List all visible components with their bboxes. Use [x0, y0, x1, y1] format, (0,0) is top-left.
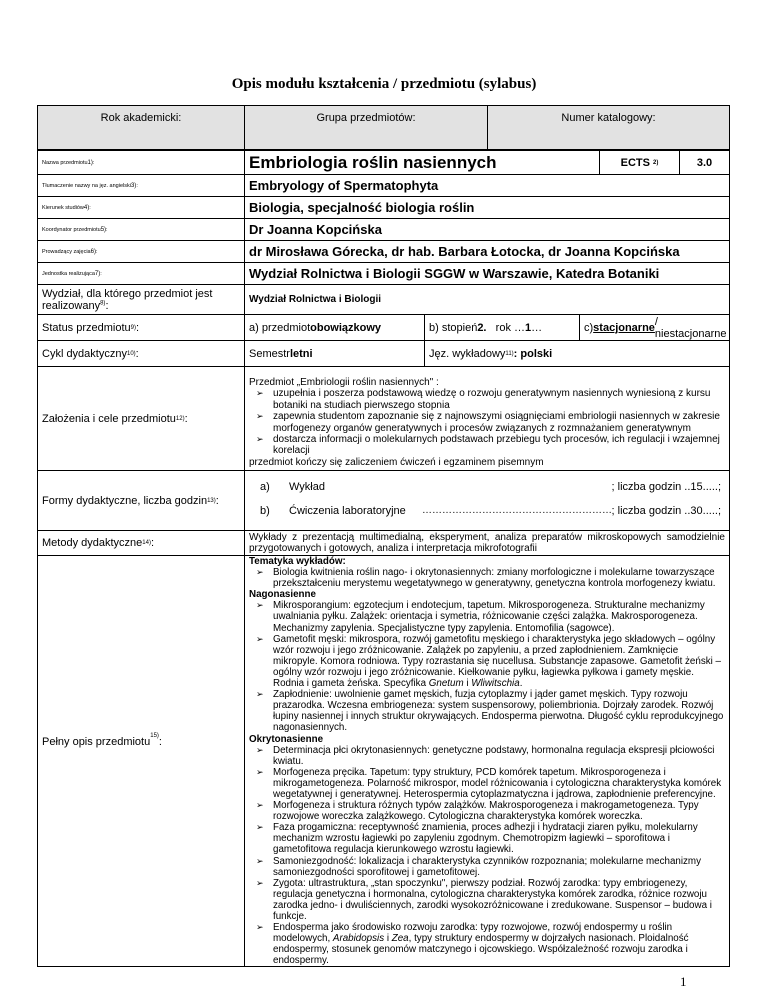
numer-katalogowy-label: Numer katalogowy:: [561, 112, 656, 124]
document-title: Opis modułu kształcenia / przedmiotu (sylabus): [231, 76, 537, 92]
status-c: c) stacjonarne / niestacjonarne: [579, 315, 729, 340]
row-metody: [38, 531, 729, 556]
wydzial-label: Wydział, dla którego przedmiot jest realizowany$^{8)}$:: [38, 285, 245, 314]
okrytonasienne-item: ➢ Samoniezgodność: lokalizacja i charakterystyka czynników rozpoznania; molekularne mechanizmy samoniezgodności sporofitowej i gametofitowej.: [273, 856, 725, 878]
row-koordynator: [38, 219, 729, 241]
row-status: [38, 315, 729, 341]
pelny-content: [245, 556, 729, 966]
numer-katalogowy-cell: [488, 106, 729, 149]
row-pelny-opis: [38, 556, 729, 966]
formy-content: [245, 471, 729, 530]
cykl-jezyk: Jęz. wykładowy 11) : polski: [424, 341, 579, 366]
okrytonasienne-item: ➢ Zygota: ultrastruktura, „stan spoczynku", pierwszy podział. Rozwój zarodka: typy embriogenezy, regulacja genetyczna i hormonalna, cytologiczna charakterystyka komórek zarodka, różnice rozwoju zarodka jedno- i dwuliściennych, zarodki wysokozróżnicowane i zredukowane. Suspensor – budowa i funkcje.: [273, 878, 725, 922]
koordynator-label: Koordynator przedmiotu 5) :: [38, 219, 245, 240]
cykl-semestr: Semestr letni: [249, 347, 313, 360]
nagonasienne-list: [249, 600, 725, 733]
row-cykl: [38, 341, 729, 367]
tematyka-header: Tematyka wykładów:: [249, 556, 346, 567]
nagonasienne-item: ➢ Mikrosporangium: egzotecjum i endotecjum, tapetum. Mikrosporogeneza. Strukturalne mechanizmy uwalniania pyłku. Zalążek: orientacja i symetria, różnicowanie części zalążka. Makrosporogeneza. Mechanizmy zapylenia. Specjalistyczne typy zapylenia. Entomofilia (sagowce).: [273, 600, 725, 633]
jednostka-label: Jednostka realizująca 7) :: [38, 263, 245, 284]
formy-row: a) Wykład ; liczba godzin ..15.....;: [260, 481, 721, 493]
formy-label: Formy dydaktyczne, liczba godzin 13) :: [38, 471, 245, 530]
tlumaczenie-value: Embryology of Spermatophyta: [249, 178, 439, 193]
prowadzacy-label: Prowadzący zajęcia 6) :: [38, 241, 245, 262]
row-jednostka: [38, 263, 729, 285]
zalozenia-label: Założenia i cele przedmiotu 12) :: [38, 367, 245, 470]
zalozenia-item: ➢ uzupełnia i poszerza podstawową wiedzę o rozwoju generatywnym nasiennych wyniesioną z kursu botaniki na studiach pierwszego stopnia: [273, 388, 725, 411]
jednostka-value: Wydział Rolnictwa i Biologii SGGW w Warszawie, Katedra Botaniki: [249, 266, 660, 281]
metody-value: Wykłady z prezentacją multimedialną, eksperyment, analiza preparatów mikroskopowych samodzielnie przygotowanych i gotowych, analiza i interpretacja mikrofotografii: [249, 532, 725, 555]
kierunek-label: Kierunek studiów 4) :: [38, 197, 245, 218]
ects-label: ECTS 2): [599, 151, 679, 174]
status-b: b) stopień 2. rok … 1 …: [424, 315, 579, 340]
pelny-label: Pełny opis przedmiotu 15) :: [38, 556, 245, 966]
prowadzacy-value: dr Mirosława Górecka, dr hab. Barbara Łotocka, dr Joanna Kopcińska: [249, 244, 680, 259]
zalozenia-item: ➢ zapewnia studentom zapoznanie się z najnowszymi osiągnięciami embriologii nasiennych w zakresie morfogenezy organów generatywnych i procesów związanych z rozmnażaniem generatywnym: [273, 411, 725, 434]
row-prowadzacy: [38, 241, 729, 263]
tematyka-list: [249, 567, 725, 589]
okrytonasienne-item: ➢ Morfogeneza i struktura różnych typów zalążków. Makrosporogeneza i makrogametogeneza. Typy rozwojowe woreczka zalążkowego. Cytologiczna charakterystyka komórek woreczka.: [273, 800, 725, 822]
zalozenia-intro: Przedmiot „Embriologii roślin nasiennych" :: [249, 377, 439, 388]
ects-value: 3.0: [679, 151, 729, 174]
header-box: [37, 105, 730, 150]
zalozenia-list: [249, 388, 725, 456]
row-zalozenia: [38, 367, 729, 471]
zalozenia-item: ➢ dostarcza informacji o molekularnych podstawach przebiegu tych procesów, ich regulacji i wzajemnej korelacji: [273, 434, 725, 457]
tlumaczenie-label: Tłumaczenie nazwy na jęz. angielski 3) :: [38, 175, 245, 196]
ects-cell: [599, 151, 729, 174]
row-wydzial: [38, 285, 729, 315]
zalozenia-content: [245, 367, 729, 470]
koordynator-value: Dr Joanna Kopcińska: [249, 222, 382, 237]
cykl-label: Cykl dydaktyczny 10) :: [38, 341, 245, 366]
nagonasienne-item: ➢ Gametofit męski: mikrospora, rozwój gametofitu męskiego i charakterystyka jego składowych – ogólny wzór rozwoju i jego zróżnicowanie. Zalążek po zapyleniu, a przed zapłodnieniem. Zamknięcie mikropyle. Komora rodniowa. Typy rozrastania się nucellusa. Substancje zapasowe. Gametofit żeński – ogólny wzór rozwoju i jego zróżnicowanie. Kiełkowanie pyłku, łagiewka pyłkowa i gamety męskie. Rodnia i gameta żeńska. Specyfika Gnetum i Wliwitschia.: [273, 634, 725, 689]
metody-label: Metody dydaktyczne 14) :: [38, 531, 245, 555]
row-tlumaczenie: [38, 175, 729, 197]
status-label: Status przedmiotu 9) :: [38, 315, 245, 340]
nazwa-value: Embriologia roślin nasiennych: [249, 152, 497, 172]
formy-row: b) Ćwiczenia laboratoryjne ………………………………………………… ; liczba godzin ..30.....;: [260, 505, 721, 517]
status-a: a) przedmiot obowiązkowy: [249, 321, 382, 334]
okrytonasienne-header: Okrytonasienne: [249, 733, 324, 745]
grupa-przedmiotow-label: Grupa przedmiotów:: [316, 112, 416, 124]
kierunek-value: Biologia, specjalność biologia roślin: [249, 200, 475, 215]
okrytonasienne-item: ➢ Morfogeneza pręcika. Tapetum: typy struktury, PCD komórek tapetum. Mikrosporogeneza i mikrogametogeneza. Polarność mikrospor, model różnicowania i cytologiczna charakterystyka komórek wegetatywnej i generatywnej. Heterospermia cytoplazmatyczna i jądrowa, zapłodnienie preferencyjne.: [273, 767, 725, 800]
nagonasienne-header: Nagonasienne: [249, 589, 316, 601]
okrytonasienne-item: ➢ Faza progamiczna: receptywność znamienia, proces adhezji i hydratacji ziaren pyłku, molekularny mechanizm wzrostu łagiewki po zapyleniu zgodnym. Chemotropizm łagiewki – sporofitowa i gametofitowa regulacja kierunkowego wzrostu łagiewki.: [273, 822, 725, 855]
rok-akademicki-label: Rok akademicki:: [100, 112, 182, 124]
wydzial-value: Wydział Rolnictwa i Biologii: [249, 294, 382, 305]
nazwa-label: Nazwa przedmiotu 1) :: [38, 151, 245, 174]
page-number: 1: [680, 974, 687, 989]
row-nazwa: [38, 151, 729, 175]
okrytonasienne-item: ➢ Determinacja płci okrytonasiennych: genetyczne podstawy, hormonalna regulacja ekspresji płciowości kwiatu.: [273, 745, 725, 767]
row-formy: [38, 471, 729, 531]
okrytonasienne-item: ➢ Endosperma jako środowisko rozwoju zarodka: typy rozwojowe, rozwój endospermy u roślin modelowych, Arabidopsis i Zea, typy struktury endospermy w dojrzałych nasionach. Ploidalność endospermy, stosunek genomów matczynego i ojcowskiego. Współzależność rozwoju zarodka i endospermy.: [273, 922, 725, 966]
row-kierunek: [38, 197, 729, 219]
syllabus-table: [37, 150, 730, 967]
nagonasienne-item: ➢ Zapłodnienie: uwolnienie gamet męskich, fuzja cytoplazmy i jąder gamet męskich. Typy rozwoju prazarodka. Wczesna embriogeneza: system suspensorowy, poliembrionia. Dojrzały zarodek. Rozwój łupiny nasiennej i innych struktur okrywających. Endosperma pierwotna. Długość cyklu reprodukcyjnego nagonasiennych.: [273, 689, 725, 733]
rok-akademicki-cell: [38, 106, 245, 149]
tematyka-item: ➢ Biologia kwitnienia roślin nago- i okrytonasiennych: zmiany morfologiczne i molekularne towarzyszące przekształceniu merystemu wegetatywnego w generatywny, genetyczna kontrola morfogenezy kwiatu.: [273, 567, 725, 589]
okrytonasienne-list: [249, 745, 725, 967]
grupa-przedmiotow-cell: [245, 106, 488, 149]
zalozenia-outro: przedmiot kończy się zaliczeniem ćwiczeń i egzaminem pisemnym: [249, 456, 544, 468]
